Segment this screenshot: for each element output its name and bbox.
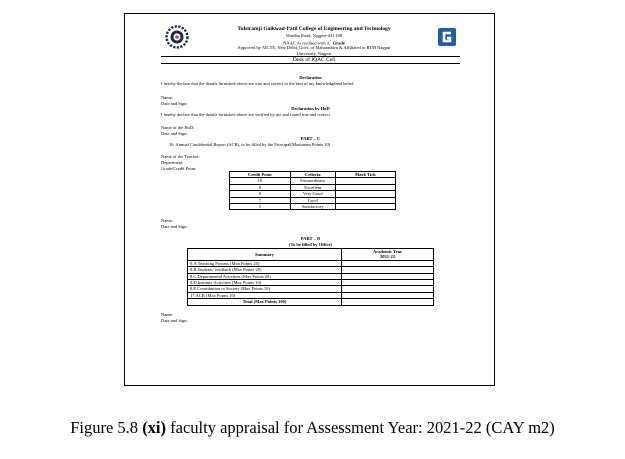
summary-item-cell: 8.D.Institute Activities (Max Points 10) [188, 280, 342, 286]
part-c-name-label: Name: [161, 218, 173, 223]
declaration-name-label: Name: [161, 95, 173, 100]
approval-line: Approved by AICTE, New Delhi, Govt. of Maharashtra & Affiliated to RTM Nagpur [237, 45, 391, 50]
part-d-date-label: Date and Sign: [161, 318, 188, 323]
part-c-item: 16. Annual Confidential Report (ACR), to be filled by the Principal(Maximum Points 10) [169, 142, 331, 147]
credit-point-cell: 5 [230, 204, 291, 210]
part-d-title: PART – D [300, 236, 321, 241]
criteria-cell: Extraordinary [290, 178, 335, 184]
g-logo-icon [438, 28, 456, 46]
mark-tick-header: Mark Tick [335, 172, 395, 178]
criteria-cell: Excellent [290, 184, 335, 190]
table-row [230, 204, 396, 210]
university-line: University, Nagpur [296, 51, 332, 56]
mark-tick-cell[interactable] [335, 204, 395, 210]
total-value-cell[interactable] [342, 299, 434, 305]
credit-point-cell: 7 [230, 197, 291, 203]
criteria-header: Criteria [290, 172, 335, 178]
summary-item-cell: 8.C.Departmental Activities (Max Points 20) [188, 273, 342, 279]
part-c-date-label: Date and Sign: [161, 224, 188, 229]
figure-caption: Figure 5.8 (xi) faculty appraisal for Assessment Year: 2021-22 (CAY m2) [70, 418, 555, 437]
credit-point-table [229, 171, 396, 210]
hod-name-label: Name of the HoD: [161, 125, 195, 130]
college-address: Wardha Road, Nagpur-441 108 [285, 33, 343, 38]
declaration-title: Declaration [299, 75, 322, 80]
header-rule-bottom [161, 63, 460, 64]
department-label: Department: [161, 160, 184, 165]
academic-year-header: Academic Year [342, 249, 434, 255]
summary-item-cell: 17.ACR (Max Points 10) [188, 292, 342, 298]
hod-declaration-title: Declaration by HoD [291, 106, 330, 111]
academic-year-value: 2021-22 [342, 254, 434, 260]
credit-point-cell: 10 [230, 178, 291, 184]
grade-credit-label: Grade/Credit Point: [161, 166, 197, 171]
criteria-cell: Good [290, 197, 335, 203]
hod-declaration-text: I hereby declare that the details furnished above are verified by me and found true and correct. [161, 112, 332, 117]
summary-item-cell: 8.E.Contribution to Society (Max Points 10) [188, 286, 342, 292]
summary-item-cell: 8.A.Teaching Process (Max Points 25) [188, 260, 342, 266]
credit-point-header: Credit Point [230, 172, 291, 178]
criteria-cell: Satisfactory [290, 204, 335, 210]
credit-point-cell: 8 [230, 191, 291, 197]
credit-point-cell: 9 [230, 184, 291, 190]
table-row [188, 299, 434, 305]
summary-header: Summary [188, 249, 342, 261]
desk-label: Desk of IQAC Cell [292, 57, 336, 63]
hod-date-label: Date and Sign: [161, 131, 188, 136]
total-label-cell: Total (Max Points 100) [188, 299, 342, 305]
summary-item-cell: 8.B.Students' feedback (Max Points 25) [188, 267, 342, 273]
declaration-text: I hereby declare that the details furnished above are true and correct to the best of my knowledgeand belief. [161, 81, 355, 86]
college-name: Tulsiramji Gaikwad-Patil College of Engineering and Technology [237, 26, 391, 32]
part-c-title: PART – C [300, 136, 321, 141]
declaration-date-label: Date and Sign: [161, 101, 188, 106]
naac-line: NAAC Accredited with A+ Grade [283, 39, 345, 46]
part-d-subtitle: (To be filled by Office) [288, 242, 333, 247]
part-d-name-label: Name: [161, 312, 173, 317]
document-page [124, 13, 495, 386]
criteria-cell: Very Good [290, 191, 335, 197]
teacher-name-label: Name of the Teacher: [161, 154, 200, 159]
summary-table [187, 248, 434, 306]
